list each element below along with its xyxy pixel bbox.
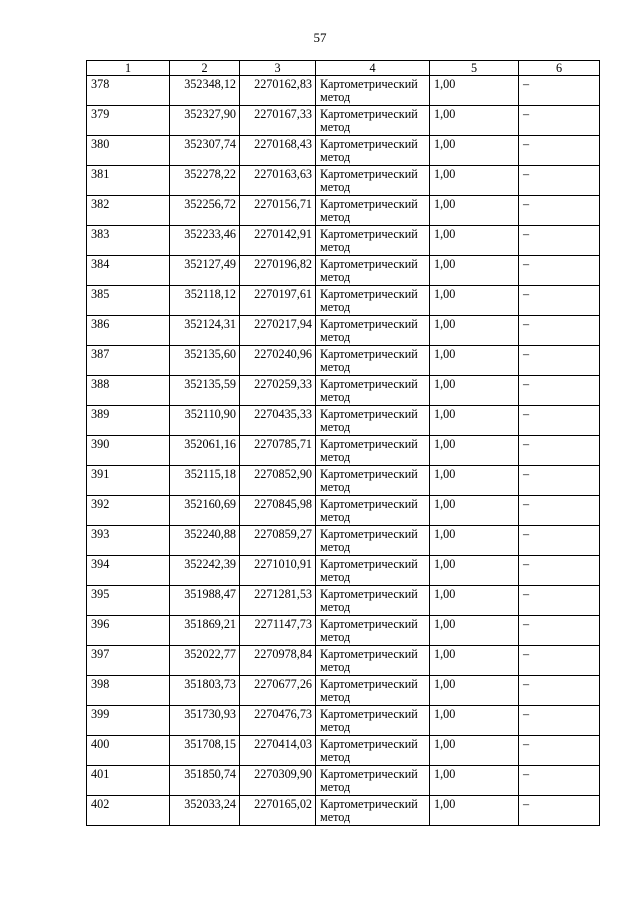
point-number-cell: 402 [87,796,170,826]
table-row [87,616,600,646]
method-cell: Картометрический метод [316,676,430,706]
y-coordinate-cell: 2270309,90 [240,766,316,796]
y-coordinate-cell: 2270859,27 [240,526,316,556]
accuracy-cell: 1,00 [430,436,519,466]
table-row [87,406,600,436]
accuracy-cell: 1,00 [430,616,519,646]
description-cell: – [519,286,600,316]
accuracy-cell: 1,00 [430,346,519,376]
point-number-cell: 392 [87,496,170,526]
method-cell: Картометрический метод [316,106,430,136]
x-coordinate-cell: 352135,59 [170,376,240,406]
x-coordinate-cell: 351730,93 [170,706,240,736]
description-cell: – [519,466,600,496]
method-cell: Картометрический метод [316,196,430,226]
table-row [87,526,600,556]
point-number-cell: 395 [87,586,170,616]
column-header-2: 2 [170,61,240,76]
description-cell: – [519,766,600,796]
table-row [87,376,600,406]
description-cell: – [519,166,600,196]
table-header-row [87,61,600,76]
accuracy-cell: 1,00 [430,76,519,106]
table-row [87,796,600,826]
table-row [87,766,600,796]
table-row [87,166,600,196]
accuracy-cell: 1,00 [430,496,519,526]
x-coordinate-cell: 352135,60 [170,346,240,376]
accuracy-cell: 1,00 [430,526,519,556]
accuracy-cell: 1,00 [430,736,519,766]
y-coordinate-cell: 2270677,26 [240,676,316,706]
point-number-cell: 383 [87,226,170,256]
method-cell: Картометрический метод [316,256,430,286]
description-cell: – [519,136,600,166]
table-row [87,106,600,136]
table-row [87,466,600,496]
accuracy-cell: 1,00 [430,166,519,196]
y-coordinate-cell: 2270845,98 [240,496,316,526]
accuracy-cell: 1,00 [430,406,519,436]
description-cell: – [519,256,600,286]
point-number-cell: 385 [87,286,170,316]
x-coordinate-cell: 351869,21 [170,616,240,646]
point-number-cell: 381 [87,166,170,196]
accuracy-cell: 1,00 [430,646,519,676]
y-coordinate-cell: 2271147,73 [240,616,316,646]
method-cell: Картометрический метод [316,166,430,196]
table-row [87,736,600,766]
point-number-cell: 378 [87,76,170,106]
y-coordinate-cell: 2270162,83 [240,76,316,106]
x-coordinate-cell: 351988,47 [170,586,240,616]
y-coordinate-cell: 2270168,43 [240,136,316,166]
accuracy-cell: 1,00 [430,376,519,406]
y-coordinate-cell: 2270414,03 [240,736,316,766]
method-cell: Картометрический метод [316,766,430,796]
method-cell: Картометрический метод [316,556,430,586]
description-cell: – [519,226,600,256]
description-cell: – [519,316,600,346]
description-cell: – [519,676,600,706]
point-number-cell: 390 [87,436,170,466]
description-cell: – [519,526,600,556]
description-cell: – [519,196,600,226]
page-number: 57 [313,30,327,45]
accuracy-cell: 1,00 [430,766,519,796]
y-coordinate-cell: 2270197,61 [240,286,316,316]
accuracy-cell: 1,00 [430,316,519,346]
description-cell: – [519,706,600,736]
method-cell: Картометрический метод [316,436,430,466]
description-cell: – [519,586,600,616]
x-coordinate-cell: 351708,15 [170,736,240,766]
x-coordinate-cell: 352061,16 [170,436,240,466]
accuracy-cell: 1,00 [430,466,519,496]
point-number-cell: 396 [87,616,170,646]
x-coordinate-cell: 352115,18 [170,466,240,496]
point-number-cell: 380 [87,136,170,166]
x-coordinate-cell: 352256,72 [170,196,240,226]
column-header-4: 4 [316,61,430,76]
description-cell: – [519,76,600,106]
point-number-cell: 400 [87,736,170,766]
method-cell: Картометрический метод [316,496,430,526]
description-cell: – [519,496,600,526]
column-header-6: 6 [519,61,600,76]
x-coordinate-cell: 352033,24 [170,796,240,826]
method-cell: Картометрический метод [316,286,430,316]
description-cell: – [519,376,600,406]
column-header-5: 5 [430,61,519,76]
y-coordinate-cell: 2270167,33 [240,106,316,136]
accuracy-cell: 1,00 [430,256,519,286]
accuracy-cell: 1,00 [430,706,519,736]
y-coordinate-cell: 2270142,91 [240,226,316,256]
accuracy-cell: 1,00 [430,676,519,706]
point-number-cell: 399 [87,706,170,736]
table-row [87,586,600,616]
column-header-3: 3 [240,61,316,76]
description-cell: – [519,106,600,136]
table-row [87,646,600,676]
point-number-cell: 389 [87,406,170,436]
point-number-cell: 393 [87,526,170,556]
method-cell: Картометрический метод [316,76,430,106]
point-number-cell: 387 [87,346,170,376]
point-number-cell: 401 [87,766,170,796]
method-cell: Картометрический метод [316,706,430,736]
y-coordinate-cell: 2270259,33 [240,376,316,406]
table-row [87,76,600,106]
x-coordinate-cell: 352160,69 [170,496,240,526]
x-coordinate-cell: 352278,22 [170,166,240,196]
description-cell: – [519,436,600,466]
table-row [87,196,600,226]
y-coordinate-cell: 2270217,94 [240,316,316,346]
y-coordinate-cell: 2270852,90 [240,466,316,496]
y-coordinate-cell: 2271010,91 [240,556,316,586]
table-row [87,496,600,526]
point-number-cell: 394 [87,556,170,586]
table-row [87,706,600,736]
table-row [87,436,600,466]
method-cell: Картометрический метод [316,376,430,406]
accuracy-cell: 1,00 [430,286,519,316]
method-cell: Картометрический метод [316,646,430,676]
description-cell: – [519,796,600,826]
table-row [87,346,600,376]
method-cell: Картометрический метод [316,526,430,556]
method-cell: Картометрический метод [316,736,430,766]
method-cell: Картометрический метод [316,586,430,616]
y-coordinate-cell: 2270165,02 [240,796,316,826]
y-coordinate-cell: 2270196,82 [240,256,316,286]
table-row [87,556,600,586]
table-row [87,136,600,166]
y-coordinate-cell: 2271281,53 [240,586,316,616]
x-coordinate-cell: 352348,12 [170,76,240,106]
method-cell: Картометрический метод [316,136,430,166]
x-coordinate-cell: 352124,31 [170,316,240,346]
method-cell: Картометрический метод [316,226,430,256]
x-coordinate-cell: 351803,73 [170,676,240,706]
accuracy-cell: 1,00 [430,196,519,226]
x-coordinate-cell: 352118,12 [170,286,240,316]
method-cell: Картометрический метод [316,796,430,826]
point-number-cell: 386 [87,316,170,346]
accuracy-cell: 1,00 [430,136,519,166]
description-cell: – [519,346,600,376]
point-number-cell: 379 [87,106,170,136]
method-cell: Картометрический метод [316,406,430,436]
method-cell: Картометрический метод [316,616,430,646]
x-coordinate-cell: 352127,49 [170,256,240,286]
description-cell: – [519,406,600,436]
y-coordinate-cell: 2270163,63 [240,166,316,196]
accuracy-cell: 1,00 [430,106,519,136]
y-coordinate-cell: 2270240,96 [240,346,316,376]
description-cell: – [519,736,600,766]
point-number-cell: 391 [87,466,170,496]
column-header-1: 1 [87,61,170,76]
point-number-cell: 382 [87,196,170,226]
x-coordinate-cell: 351850,74 [170,766,240,796]
x-coordinate-cell: 352327,90 [170,106,240,136]
point-number-cell: 388 [87,376,170,406]
y-coordinate-cell: 2270435,33 [240,406,316,436]
table-row [87,676,600,706]
method-cell: Картометрический метод [316,466,430,496]
table-row [87,286,600,316]
description-cell: – [519,646,600,676]
x-coordinate-cell: 352022,77 [170,646,240,676]
point-number-cell: 384 [87,256,170,286]
x-coordinate-cell: 352240,88 [170,526,240,556]
method-cell: Картометрический метод [316,346,430,376]
x-coordinate-cell: 352307,74 [170,136,240,166]
description-cell: – [519,616,600,646]
x-coordinate-cell: 352233,46 [170,226,240,256]
x-coordinate-cell: 352242,39 [170,556,240,586]
table-row [87,256,600,286]
coordinates-table [86,60,600,826]
table-row [87,316,600,346]
y-coordinate-cell: 2270978,84 [240,646,316,676]
point-number-cell: 398 [87,676,170,706]
description-cell: – [519,556,600,586]
point-number-cell: 397 [87,646,170,676]
y-coordinate-cell: 2270476,73 [240,706,316,736]
table-row [87,226,600,256]
accuracy-cell: 1,00 [430,226,519,256]
accuracy-cell: 1,00 [430,796,519,826]
accuracy-cell: 1,00 [430,586,519,616]
table-body [87,76,600,826]
method-cell: Картометрический метод [316,316,430,346]
y-coordinate-cell: 2270785,71 [240,436,316,466]
x-coordinate-cell: 352110,90 [170,406,240,436]
accuracy-cell: 1,00 [430,556,519,586]
y-coordinate-cell: 2270156,71 [240,196,316,226]
